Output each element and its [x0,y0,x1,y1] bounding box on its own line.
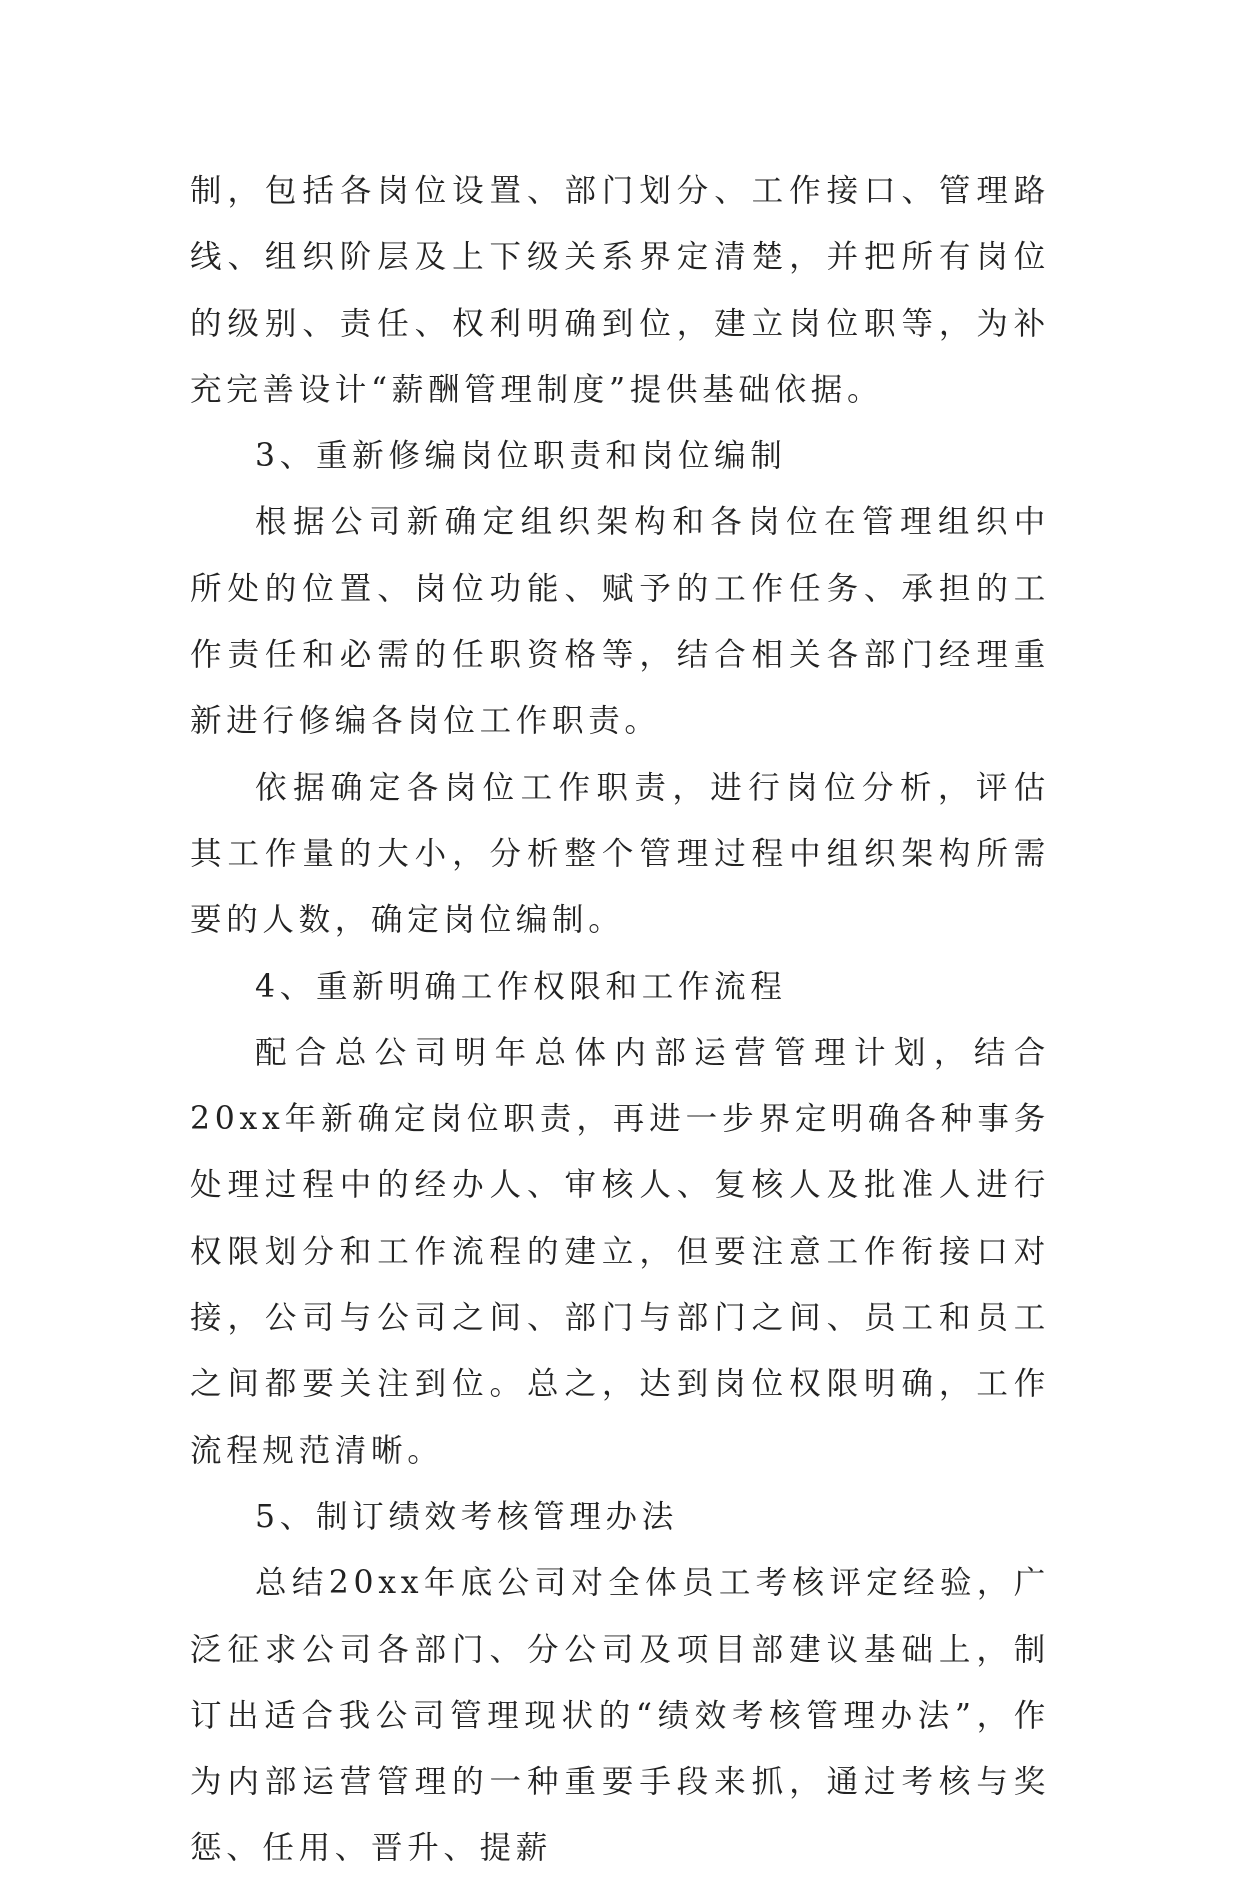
paragraph-authority-workflow: 配合总公司明年总体内部运营管理计划，结合20xx年新确定岗位职责，再进一步界定明确各种事务处理过程中的经办人、审核人、复核人及批准人进行权限划分和工作流程的建立，但要注意工作衔接口对接，公司与公司之间、部门与部门之间、员工和员工之间都要关注到位。总之，达到岗位权限明确，工作流程规范清晰。 [190,1034,1050,1469]
paragraph-performance-evaluation: 总结20xx年底公司对全体员工考核评定经验，广泛征求公司各部门、分公司及项目部建议基础上，制订出适合我公司管理现状的“绩效考核管理办法”，作为内部运营管理的一种重要手段来抓，通过考核与奖惩、任用、晋升、提薪 [190,1565,1050,1867]
paragraph-org-structure-continued: 制，包括各岗位设置、部门划分、工作接口、管理路线、组织阶层及上下级关系界定清楚，并把所有岗位的级别、责任、权利明确到位，建立岗位职等，为补充完善设计“薪酬管理制度”提供基础依据。 [190,173,1050,408]
paragraph-staffing: 依据确定各岗位工作职责，进行岗位分析，评估其工作量的大小，分析整个管理过程中组织架构所需要的人数，确定岗位编制。 [190,769,1050,939]
section-heading-3: 3、重新修编岗位职责和岗位编制 [255,438,787,475]
section-heading-5: 5、制订绩效考核管理办法 [255,1498,678,1535]
document-body [190,158,1050,1882]
paragraph-revise-duties: 根据公司新确定组织架构和各岗位在管理组织中所处的位置、岗位功能、赋予的工作任务、承担的工作责任和必需的任职资格等，结合相关各部门经理重新进行修编各岗位工作职责。 [190,504,1050,740]
section-heading-4: 4、重新明确工作权限和工作流程 [255,968,787,1005]
